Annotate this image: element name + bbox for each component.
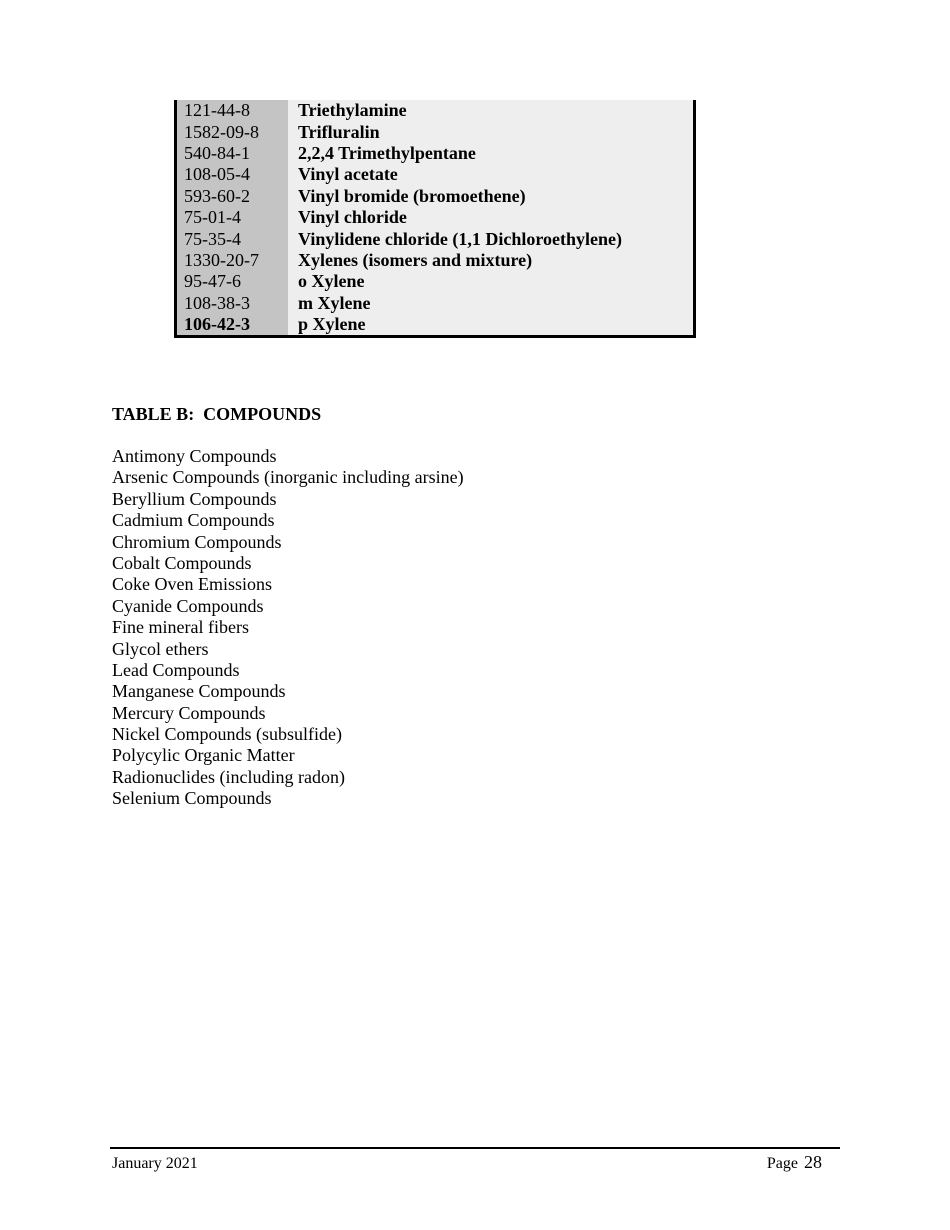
chemical-name: Vinylidene chloride (1,1 Dichloroethylene) (288, 228, 695, 249)
list-item: Glycol ethers (112, 638, 209, 659)
cas-number: 1582-09-8 (176, 121, 289, 142)
list-item: Manganese Compounds (112, 681, 286, 702)
page-label: Page (766, 1155, 798, 1172)
chemical-name: Vinyl acetate (288, 164, 695, 185)
hazardous-chemicals-table (174, 100, 696, 338)
chemical-name: Trifluralin (288, 121, 695, 142)
cas-number: 540-84-1 (176, 143, 289, 164)
chemical-name: o Xylene (288, 271, 695, 292)
table-row (176, 271, 695, 292)
compound-list (112, 446, 464, 810)
cas-number: 95-47-6 (176, 271, 289, 292)
chemical-name: Vinyl chloride (288, 207, 695, 228)
footer-divider (110, 1147, 840, 1149)
list-item: Coke Oven Emissions (112, 574, 272, 595)
table-row (176, 164, 695, 185)
list-item: Arsenic Compounds (inorganic including arsine) (112, 467, 464, 488)
table-row (176, 314, 695, 337)
table-row (176, 121, 695, 142)
list-item: Cyanide Compounds (112, 595, 264, 616)
table-row (176, 228, 695, 249)
table-row (176, 143, 695, 164)
table-row (176, 250, 695, 271)
list-item: Cadmium Compounds (112, 510, 275, 531)
list-item: Mercury Compounds (112, 702, 266, 723)
list-item: Radionuclides (including radon) (112, 766, 345, 787)
table-row (176, 100, 695, 121)
list-item: Chromium Compounds (112, 531, 282, 552)
chemical-name: Xylenes (isomers and mixture) (288, 250, 695, 271)
table-row (176, 186, 695, 207)
list-item: Fine mineral fibers (112, 617, 249, 638)
table-row (176, 207, 695, 228)
chemical-name: 2,2,4 Trimethylpentane (288, 143, 695, 164)
list-item: Nickel Compounds (subsulfide) (112, 724, 342, 745)
list-item: Polycylic Organic Matter (112, 745, 295, 766)
footer-date: January 2021 (112, 1155, 198, 1172)
table-b-heading: TABLE B: COMPOUNDS (112, 404, 322, 424)
cas-number: 75-35-4 (176, 228, 289, 249)
cas-number: 108-05-4 (176, 164, 289, 185)
page-number: 28 (804, 1152, 822, 1172)
list-item: Antimony Compounds (112, 446, 277, 466)
chemical-name: Vinyl bromide (bromoethene) (288, 186, 695, 207)
cas-number: 75-01-4 (176, 207, 289, 228)
cas-number: 106-42-3 (176, 314, 289, 337)
table-row (176, 293, 695, 314)
cas-number: 121-44-8 (176, 100, 289, 121)
chemical-name: Triethylamine (288, 100, 695, 121)
list-item: Lead Compounds (112, 659, 240, 680)
cas-number: 1330-20-7 (176, 250, 289, 271)
chemical-name: p Xylene (288, 314, 695, 337)
cas-number: 593-60-2 (176, 186, 289, 207)
page-indicator (767, 1152, 822, 1174)
chemical-name: m Xylene (288, 293, 695, 314)
list-item: Beryllium Compounds (112, 488, 277, 509)
list-item: Cobalt Compounds (112, 552, 252, 573)
cas-number: 108-38-3 (176, 293, 289, 314)
list-item: Selenium Compounds (112, 788, 272, 809)
